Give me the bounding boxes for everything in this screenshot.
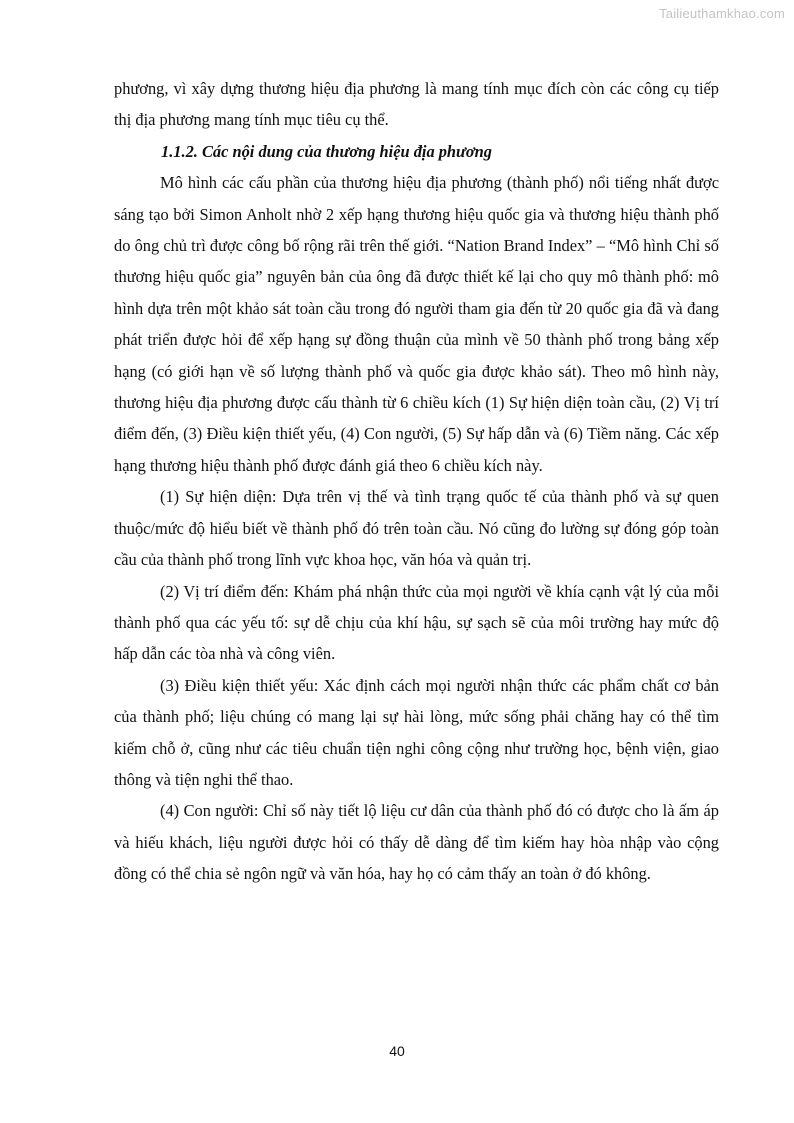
watermark-text: Tailieuthamkhao.com bbox=[659, 6, 785, 21]
page-number: 40 bbox=[389, 1043, 405, 1059]
paragraph-people: (4) Con người: Chỉ số này tiết lộ liệu cư dân của thành phố đó có được cho là ấm áp và hiếu khách, liệu người được hỏi có thấy dễ dàng để tìm kiếm hay hòa nhập vào cộng đồng có thể chia sẻ ngôn ngữ và văn hóa, hay họ có cảm thấy an toàn ở đó không. bbox=[114, 801, 719, 884]
paragraph-place: (2) Vị trí điểm đến: Khám phá nhận thức của mọi người về khía cạnh vật lý của mỗi thành phố qua các yếu tố: sự dễ chịu của khí hậu, sự sạch sẽ của môi trường hay mức độ hấp dẫn các tòa nhà và công viên. bbox=[114, 581, 719, 664]
section-heading: 1.1.2. Các nội dung của thương hiệu địa phương bbox=[161, 141, 492, 161]
paragraph-prerequisites: (3) Điều kiện thiết yếu: Xác định cách mọi người nhận thức các phẩm chất cơ bản của thành phố; liệu chúng có mang lại sự hài lòng, mức sống phải chăng hay có thể tìm kiếm chỗ ở, cũng như các tiêu chuẩn tiện nghi công cộng như trường học, bệnh viện, giao thông và tiện nghi thể thao. bbox=[114, 675, 719, 789]
paragraph-continuation: phương, vì xây dựng thương hiệu địa phương là mang tính mục đích còn các công cụ tiếp thị địa phương mang tính mục tiêu cụ thể. bbox=[114, 79, 719, 130]
paragraph-presence: (1) Sự hiện diện: Dựa trên vị thế và tình trạng quốc tế của thành phố và sự quen thuộc/mức độ hiểu biết về thành phố đó trên toàn cầu. Nó cũng đo lường sự đóng góp toàn cầu của thành phố trong lĩnh vực khoa học, văn hóa và quản trị. bbox=[114, 487, 719, 570]
paragraph-anholt-model: Mô hình các cấu phần của thương hiệu địa phương (thành phố) nổi tiếng nhất được sáng tạo bởi Simon Anholt nhờ 2 xếp hạng thương hiệu quốc gia và thương hiệu thành phố do ông chủ trì được công bố rộng rãi trên thế giới. “Nation Brand Index” – “Mô hình Chỉ số thương hiệu quốc gia” nguyên bản của ông đã được thiết kế lại cho quy mô thành phố: mô hình dựa trên một khảo sát toàn cầu trong đó người tham gia đến từ 20 quốc gia đã và đang phát triển được hỏi để xếp hạng sự đồng thuận của mình về 50 thành phố trong bảng xếp hạng (có giới hạn về số lượng thành phố và quốc gia được khảo sát). Theo mô hình này, thương hiệu địa phương được cấu thành từ 6 chiều kích (1) Sự hiện diện toàn cầu, (2) Vị trí điểm đến, (3) Điều kiện thiết yếu, (4) Con người, (5) Sự hấp dẫn và (6) Tiềm năng. Các xếp hạng thương hiệu thành phố được đánh giá theo 6 chiều kích này. bbox=[114, 173, 719, 475]
document-body bbox=[114, 73, 719, 890]
